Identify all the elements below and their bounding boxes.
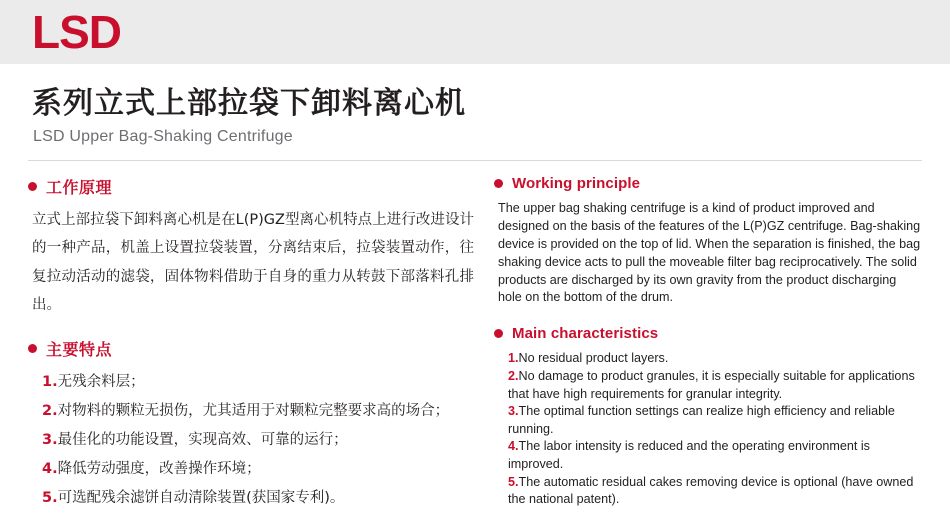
list-number: 2. xyxy=(508,368,519,383)
list-item xyxy=(42,426,474,455)
list-text: The labor intensity is reduced and the operating environment is improved. xyxy=(508,439,870,471)
content-columns xyxy=(28,175,922,531)
list-item xyxy=(42,484,474,513)
section-heading xyxy=(494,325,922,342)
list-item xyxy=(42,397,474,426)
section-title-zh: 工作原理 xyxy=(46,178,113,197)
list-number: 3. xyxy=(42,432,58,449)
column-english xyxy=(494,175,922,531)
bullet-icon xyxy=(494,329,503,338)
column-chinese xyxy=(28,175,494,531)
characteristics-list-en xyxy=(494,350,922,509)
characteristics-list-zh xyxy=(28,368,474,513)
page-title-zh: 系列立式上部拉袋下卸料离心机 xyxy=(32,86,466,121)
bullet-icon xyxy=(28,344,37,353)
list-number: 5. xyxy=(42,490,58,507)
section-main-characteristics-en xyxy=(494,325,922,509)
section-title-zh: 主要特点 xyxy=(46,340,113,360)
list-item xyxy=(42,455,474,484)
list-item xyxy=(508,350,922,368)
list-text: 最佳化的功能设置，实现高效、可靠的运行； xyxy=(57,432,348,449)
list-text: 对物料的颗粒无损伤，尤其适用于对颗粒完整要求高的场合； xyxy=(57,403,450,420)
list-number: 3. xyxy=(508,404,519,419)
section-body-en: The upper bag shaking centrifuge is a kind of product improved and designed on the basis of the features of the L(P)GZ centrifuge. Bag-shaking device is provided on the top of lid. When the separation is finished, the bag shaking device acts to pull the moveable filter bag reciprocatively. The solid products are discharged by its own gravity from the product discharging hole on the bottom of the drum. xyxy=(498,201,921,305)
list-number: 4. xyxy=(508,439,519,454)
list-number: 1. xyxy=(508,351,519,366)
section-title-en: Working principle xyxy=(512,175,641,192)
list-item xyxy=(508,403,922,438)
list-number: 1. xyxy=(42,374,58,391)
section-working-principle-en xyxy=(494,175,922,307)
section-heading xyxy=(28,175,474,198)
list-text: The automatic residual cakes removing device is optional (have owned the national patent). xyxy=(508,474,914,507)
list-text: No residual product layers. xyxy=(518,351,669,366)
section-body-zh: 立式上部拉袋下卸料离心机是在L(P)GZ型离心机特点上进行改进设计的一种产品，机盖上设置拉袋装置，分离结束后，拉袋装置动作，往复拉动活动的滤袋，固体物料借助于自身的重力从转鼓下部落料孔排出。 xyxy=(32,212,474,313)
list-item xyxy=(508,474,922,509)
list-item xyxy=(508,438,922,473)
section-working-principle-zh xyxy=(28,175,474,319)
list-text: No damage to product granules, it is especially suitable for applications that have high requirements for granular integrity. xyxy=(508,368,915,401)
list-number: 4. xyxy=(42,461,58,478)
list-text: 可选配残余滤饼自动清除装置(获国家专利)。 xyxy=(57,490,345,507)
list-number: 2. xyxy=(42,403,58,420)
brand-logo: LSD xyxy=(32,6,121,58)
section-heading xyxy=(28,337,474,360)
list-number: 5. xyxy=(508,474,519,489)
page-title-en: LSD Upper Bag-Shaking Centrifuge xyxy=(33,128,293,145)
list-item xyxy=(508,368,922,403)
list-text: 降低劳动强度，改善操作环境； xyxy=(57,461,261,478)
bullet-icon xyxy=(494,179,503,188)
title-divider xyxy=(28,160,922,161)
section-main-characteristics-zh xyxy=(28,337,474,513)
section-title-en: Main characteristics xyxy=(512,325,659,343)
bullet-icon xyxy=(28,182,37,191)
section-heading xyxy=(494,175,922,192)
list-item xyxy=(42,368,474,397)
list-text: 无残余料层； xyxy=(57,374,145,391)
list-text: The optimal function settings can realize high efficiency and reliable running. xyxy=(508,404,895,436)
header-band xyxy=(0,0,950,64)
